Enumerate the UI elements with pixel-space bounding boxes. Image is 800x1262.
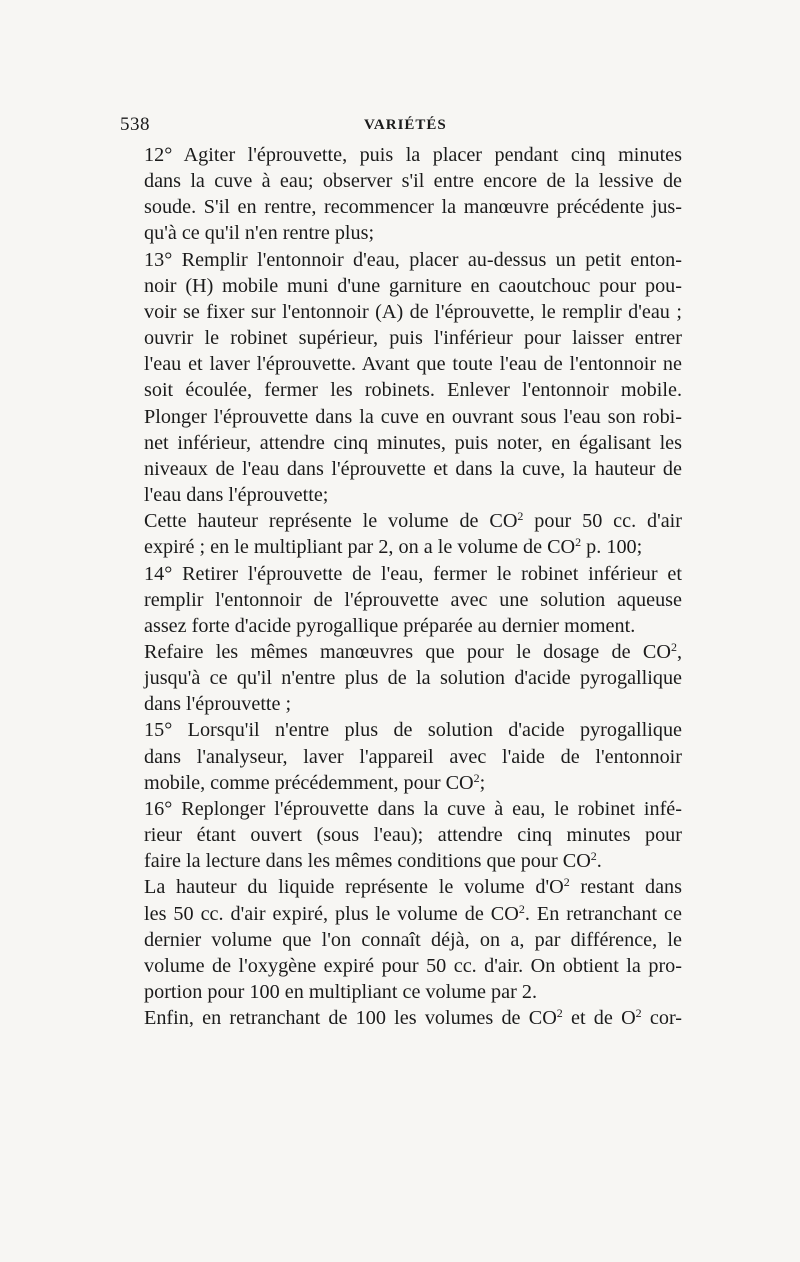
text-line: 16° Replonger l'éprouvette dans la cuve à eau, le robinet infé- bbox=[144, 797, 682, 820]
paragraph-step-13 bbox=[120, 247, 682, 509]
text-line: noir (H) mobile muni d'une garniture en caoutchouc pour pou- bbox=[144, 274, 682, 297]
paragraph-step-14 bbox=[120, 561, 682, 639]
page-header bbox=[120, 108, 682, 142]
text-line: 12° Agiter l'éprouvette, puis la placer pendant cinq minutes bbox=[144, 144, 682, 166]
text-line: dans l'éprouvette ; bbox=[144, 693, 292, 716]
text-line: La hauteur du liquide représente le volume $d'O^2$ restant dans bbox=[144, 875, 682, 899]
paragraph-oxygen-height bbox=[120, 874, 682, 1005]
text-line: dernier volume que l'on connaît déjà, on a, par différence, le bbox=[144, 928, 682, 951]
text-line: l'eau dans l'éprouvette; bbox=[144, 484, 329, 507]
paragraph-repeat-maneuvers bbox=[120, 639, 682, 717]
paragraph-co2-height bbox=[120, 508, 682, 560]
text-line: les 50 cc. d'air expiré, plus le volume de $CO^2$. En retranchant ce bbox=[144, 901, 682, 925]
book-page bbox=[120, 108, 682, 1031]
text-line: net inférieur, attendre cinq minutes, puis noter, en égalisant les bbox=[144, 431, 682, 454]
text-line: dans l'analyseur, laver l'appareil avec l'aide de l'entonnoir bbox=[144, 745, 682, 768]
text-line: rieur étant ouvert (sous l'eau); attendre cinq minutes pour bbox=[144, 824, 682, 847]
page-number: 538 bbox=[120, 114, 150, 135]
text-line: Cette hauteur représente le volume de $CO^2$ pour 50 cc. d'air bbox=[144, 509, 682, 533]
text-line: Refaire les mêmes manœuvres que pour le dosage de $CO^2$, bbox=[144, 639, 682, 663]
text-line: niveaux de l'eau dans l'éprouvette et dans la cuve, la hauteur de bbox=[144, 457, 682, 480]
text-line: dans la cuve à eau; observer s'il entre encore de la lessive de bbox=[144, 170, 682, 193]
text-line: voir se fixer sur l'entonnoir (A) de l'éprouvette, le remplir d'eau ; bbox=[144, 300, 682, 323]
paragraph-step-16 bbox=[120, 796, 682, 874]
text-line: qu'à ce qu'il n'en rentre plus; bbox=[144, 222, 375, 245]
text-line: l'eau et laver l'éprouvette. Avant que toute l'eau de l'entonnoir ne bbox=[144, 353, 682, 376]
running-title: VARIÉTÉS bbox=[364, 117, 447, 133]
text-line: 13° Remplir l'entonnoir d'eau, placer au-dessus un petit enton- bbox=[144, 248, 682, 271]
text-line: soude. S'il en rentre, recommencer la manœuvre précédente jus- bbox=[144, 196, 682, 219]
text-line: remplir l'entonnoir de l'éprouvette avec une solution aqueuse bbox=[144, 588, 682, 611]
text-line: mobile, comme précédemment, pour $CO^2$; bbox=[144, 770, 486, 794]
text-line: Plonger l'éprouvette dans la cuve en ouvrant sous l'eau son robi- bbox=[144, 405, 682, 428]
text-line: portion pour 100 en multipliant ce volume par 2. bbox=[144, 981, 538, 1003]
text-line: expiré ; en le multipliant par 2, on a le volume de $CO^2$ p. 100; bbox=[144, 535, 643, 559]
paragraph-step-12 bbox=[120, 142, 682, 247]
text-line: faire la lecture dans les mêmes conditions que pour $CO^2$. bbox=[144, 849, 602, 873]
text-line: volume de l'oxygène expiré pour 50 cc. d'air. On obtient la pro- bbox=[144, 954, 682, 977]
text-line: Enfin, en retranchant de 100 les volumes de $CO^2$ et de $O^2$ cor- bbox=[144, 1006, 682, 1030]
text-line: 14° Retirer l'éprouvette de l'eau, fermer le robinet inférieur et bbox=[144, 562, 682, 585]
body-text bbox=[120, 142, 682, 1031]
text-line: soit écoulée, fermer les robinets. Enlever l'entonnoir mobile. bbox=[144, 379, 682, 402]
paragraph-final bbox=[120, 1005, 682, 1031]
paragraph-step-15 bbox=[120, 717, 682, 795]
text-line: jusqu'à ce qu'il n'entre plus de la solution d'acide pyrogallique bbox=[144, 667, 682, 690]
text-line: 15° Lorsqu'il n'entre plus de solution d'acide pyrogallique bbox=[144, 719, 682, 742]
text-line: ouvrir le robinet supérieur, puis l'inférieur pour laisser entrer bbox=[144, 327, 682, 350]
text-line: assez forte d'acide pyrogallique préparée au dernier moment. bbox=[144, 614, 636, 637]
